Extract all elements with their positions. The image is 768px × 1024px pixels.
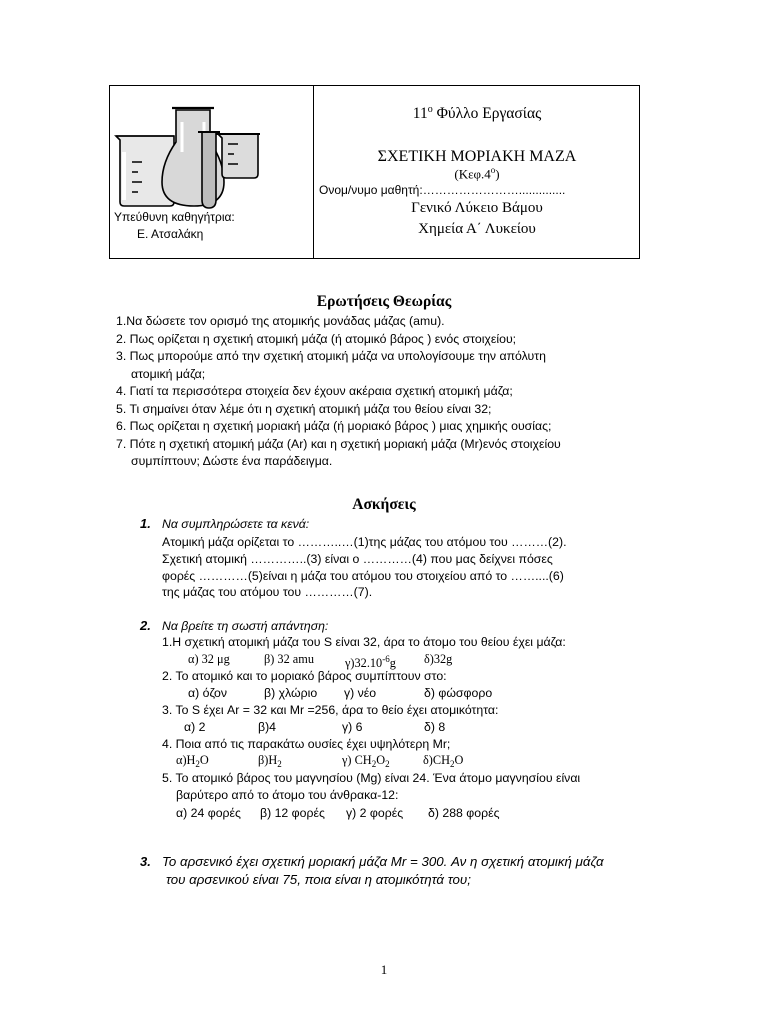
teacher-label: Υπεύθυνη καθηγήτρια: xyxy=(114,210,235,224)
mcq-question: 2. Το ατομικό και το μοριακό βάρος συμπίπτουν στο: xyxy=(162,669,447,683)
mcq-option: δ) 288 φορές xyxy=(428,806,500,820)
mcq-question-continued: βαρύτερο από το άτομο του άνθρακα-12: xyxy=(176,788,399,802)
mcq-question: 3. Το S έχει Ar = 32 και Mr =256, άρα το θείο έχει ατομικότητα: xyxy=(162,703,499,717)
mcq-option: γ) 6 xyxy=(342,720,363,734)
mcq-option: α) 2 xyxy=(184,720,206,734)
mcq-question: 5. Το ατομικό βάρος του μαγνησίου (Mg) είναι 24. Ένα άτομο μαγνησίου είναι xyxy=(162,771,581,785)
theory-question: 5. Τι σημαίνει όταν λέμε ότι η σχετική ατομική μάζα του θείου είναι 32; xyxy=(116,401,492,416)
teacher-name: Ε. Ατσαλάκη xyxy=(137,227,204,241)
exercise-line: φορές …………(5)είναι η μάζα του ατόμου του στοιχείου από το ……....(6) xyxy=(162,569,564,583)
mcq-option: γ) 2 φορές xyxy=(346,806,404,820)
theory-question: 6. Πως ορίζεται η σχετική μοριακή μάζα (ή μοριακό βάρος ) μιας χημικής ουσίας; xyxy=(116,419,552,433)
mcq-option: β)4 xyxy=(258,720,277,734)
mcq-option: β) 32 amu xyxy=(264,652,314,666)
exercises-title: Ασκήσεις xyxy=(352,496,416,513)
page-number: 1 xyxy=(380,962,388,977)
mcq-option: γ) νέο xyxy=(344,686,377,700)
class-name: Χημεία Α΄ Λυκείου xyxy=(418,221,536,237)
mcq-option: δ) 8 xyxy=(424,720,446,734)
exercise-instruction: Να βρείτε τη σωστή απάντηση: xyxy=(162,619,329,633)
exercise-text: Το αρσενικό έχει σχετική μοριακή μάζα Mr = 300. Αν η σχετική ατομική μάζα xyxy=(162,854,604,869)
topic-title: ΣΧΕΤΙΚΗ ΜΟΡΙΑΚΗ ΜΑΖΑ xyxy=(377,148,577,165)
mcq-question: 4. Ποια από τις παρακάτω ουσίες έχει υψηλότερη Mr; xyxy=(162,737,451,751)
mcq-option: $\delta)CH_2O$ xyxy=(423,753,464,769)
mcq-option: $\beta)H_2$ xyxy=(258,753,282,769)
mcq-option: $\gamma)32.10^{-6}g$ xyxy=(345,654,396,670)
mcq-option: α) 32 μg xyxy=(188,652,230,666)
theory-title: Ερωτήσεις Θεωρίας xyxy=(316,293,452,310)
theory-question: 3. Πως μπορούμε από την σχετική ατομική μάζα να υπολογίσουμε την απόλυτη xyxy=(116,349,546,363)
sheet-title: $11^o$ Φύλλο Εργασίας xyxy=(412,104,542,123)
exercise-line: Ατομική μάζα ορίζεται το ………..…(1)της μάζας του ατόμου του ………(2). xyxy=(162,535,567,549)
exercise-line: της μάζας του ατόμου του …………(7). xyxy=(162,585,373,599)
mcq-option: δ) φώσφορο xyxy=(424,686,493,700)
theory-question-continued: ατομική μάζα; xyxy=(131,366,206,381)
mcq-option: β) χλώριο xyxy=(264,686,318,700)
mcq-option: α) 24 φορές xyxy=(176,806,241,820)
exercise-number: 2. xyxy=(140,618,151,633)
exercise-text: του αρσενικού είναι 75, ποια είναι η ατομικότητά του; xyxy=(166,872,471,887)
theory-question: 4. Γιατί τα περισσότερα στοιχεία δεν έχουν ακέραια σχετική ατομική μάζα; xyxy=(116,384,513,398)
mcq-option: $\alpha)H_2O$ xyxy=(176,753,209,769)
exercise-line: Σχετική ατομική …………..(3) είναι ο …………(4) που μας δείχνει πόσες xyxy=(162,552,553,566)
student-name-field[interactable]: Ονομ/νυμο μαθητή:…………………….............. xyxy=(319,183,566,197)
mcq-option: α) όζον xyxy=(188,686,228,700)
theory-question: 1.Να δώσετε τον ορισμό της ατομικής μονάδας μάζας (amu). xyxy=(116,314,445,328)
exercise-instruction: Να συμπληρώσετε τα κενά: xyxy=(162,517,310,531)
exercise-number: 1. xyxy=(140,516,151,531)
theory-question: 7. Πότε η σχετική ατομική μάζα (Ar) και η σχετική μοριακή μάζα (Mr)ενός στοιχείου xyxy=(116,436,561,451)
school-name: Γενικό Λύκειο Βάμου xyxy=(411,200,543,216)
mcq-option: γ) $CH_2O_2$ xyxy=(342,753,390,769)
mcq-question: 1.Η σχετική ατομική μάζα του S είναι 32, άρα το άτομο του θείου έχει μάζα: xyxy=(162,635,566,649)
mcq-option: β) 12 φορές xyxy=(260,806,325,820)
mcq-option: δ)32g xyxy=(424,652,453,666)
exercise-number: 3. xyxy=(140,854,151,869)
theory-question-continued: συμπίπτουν; Δώστε ένα παράδειγμα. xyxy=(131,454,333,468)
theory-question: 2. Πως ορίζεται η σχετική ατομική μάζα (ή ατομικό βάρος ) ενός στοιχείου; xyxy=(116,331,517,346)
chapter-ref: $(K\varepsilon\varphi.4^o)$ xyxy=(454,165,500,182)
